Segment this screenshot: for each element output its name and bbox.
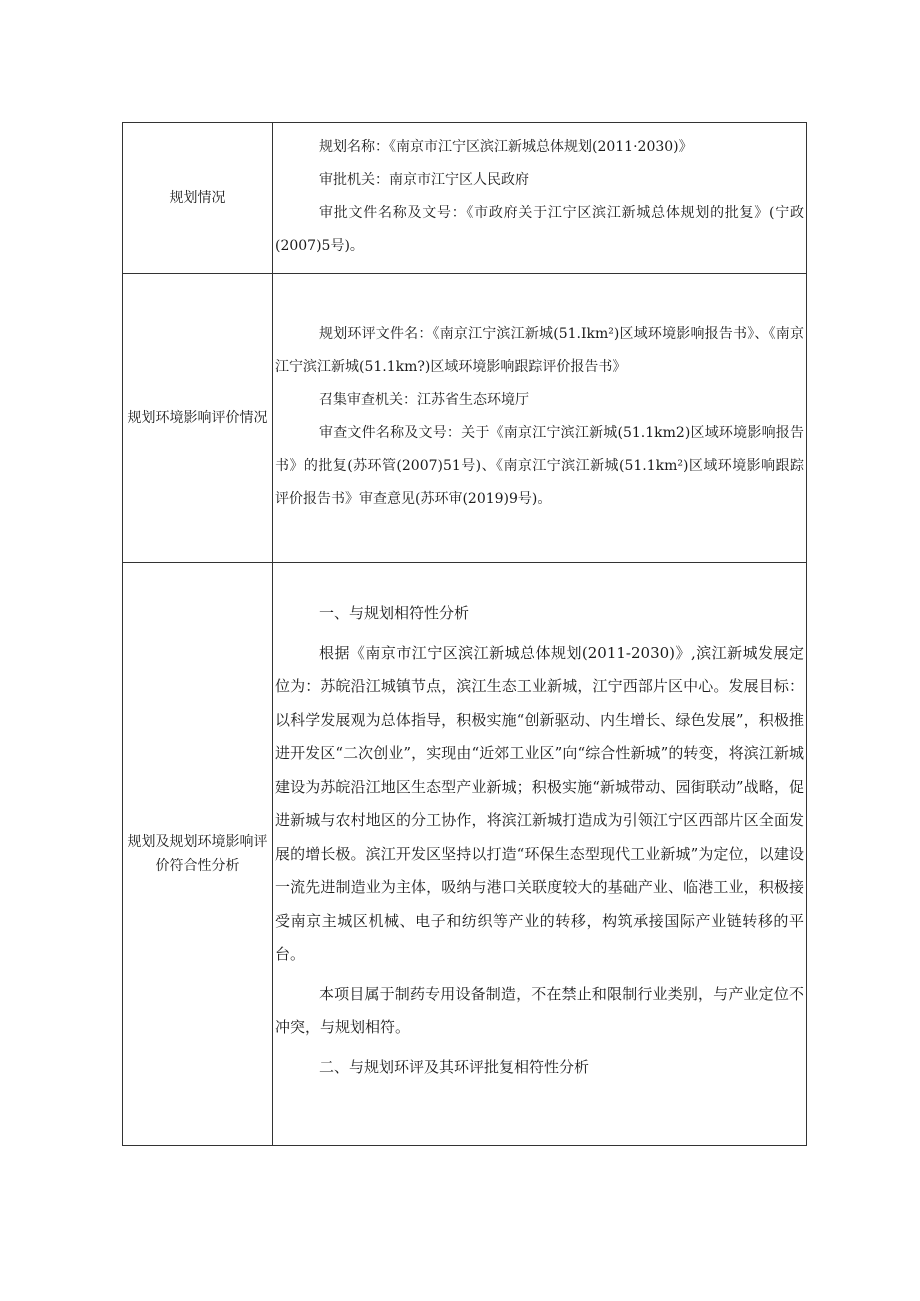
row-label-eia: 规划环境影响评价情况 xyxy=(123,274,273,563)
approval-document-line: 审批文件名称及文号：《市政府关于江宁区滨江新城总体规划的批复》(宁政(2007)5号)。 xyxy=(275,205,804,254)
row-content-planning xyxy=(273,123,807,274)
review-document-line: 审查文件名称及文号：关于《南京江宁滨江新城(51.1km2)区域环境影响报告书》的批复(苏环管(2007)51号)、《南京江宁滨江新城(51.1km²)区域环境影响跟踪评价报告书》审查意见(苏环审(2019)9号)。 xyxy=(275,425,804,507)
plan-name-line: 规划名称：《南京市江宁区滨江新城总体规划(2011·2030)》 xyxy=(319,139,693,155)
project-conformity-paragraph: 本项目属于制药专用设备制造，不在禁止和限制行业类别，与产业定位不冲突，与规划相符。 xyxy=(275,984,804,1036)
row-content-compliance xyxy=(273,563,807,1146)
planning-analysis-paragraph: 根据《南京市江宁区滨江新城总体规划(2011-2030)》,滨江新城发展定位为：苏皖沿江城镇节点，滨江生态工业新城，江宁西部片区中心。发展目标：以科学发展观为总体指导，积极实施“创新驱动、内生增长、绿色发展”，积极推进开发区“二次创业”，实现由“近郊工业区”向“综合性新城”的转变，将滨江新城建设为苏皖沿江地区生态型产业新城；积极实施“新城带动、园街联动”战略，促进新城与农村地区的分工协作，将滨江新城打造成为引领江宁区西部片区全面发展的增长极。滨江开发区坚持以打造“环保生态型现代工业新城”为定位，以建设一流先进制造业为主体，吸纳与港口关联度较大的基础产业、临港工业，积极接受南京主城区机械、电子和纺织等产业的转移，构筑承接国际产业链转移的平台。 xyxy=(275,643,804,963)
table-row xyxy=(123,123,807,274)
row-label-planning: 规划情况 xyxy=(123,123,273,274)
row-label-compliance: 规划及规划环境影响评价符合性分析 xyxy=(123,563,273,1146)
section-heading-1: 一、与规划相符性分析 xyxy=(319,604,470,622)
section-heading-2: 二、与规划环评及其环评批复相符性分析 xyxy=(319,1057,590,1076)
eia-file-line: 规划环评文件名：《南京江宁滨江新城(51.Ikm²)区域环境影响报告书》、《南京江宁滨江新城(51.1km?)区域环境影响跟踪评价报告书》 xyxy=(275,326,804,375)
review-authority-line: 召集审查机关：江苏省生态环境厅 xyxy=(319,392,529,408)
table-row xyxy=(123,274,807,563)
row-content-eia xyxy=(273,274,807,563)
approval-authority-line: 审批机关：南京市江宁区人民政府 xyxy=(319,172,529,188)
document-table xyxy=(122,122,807,1146)
table-row xyxy=(123,563,807,1146)
